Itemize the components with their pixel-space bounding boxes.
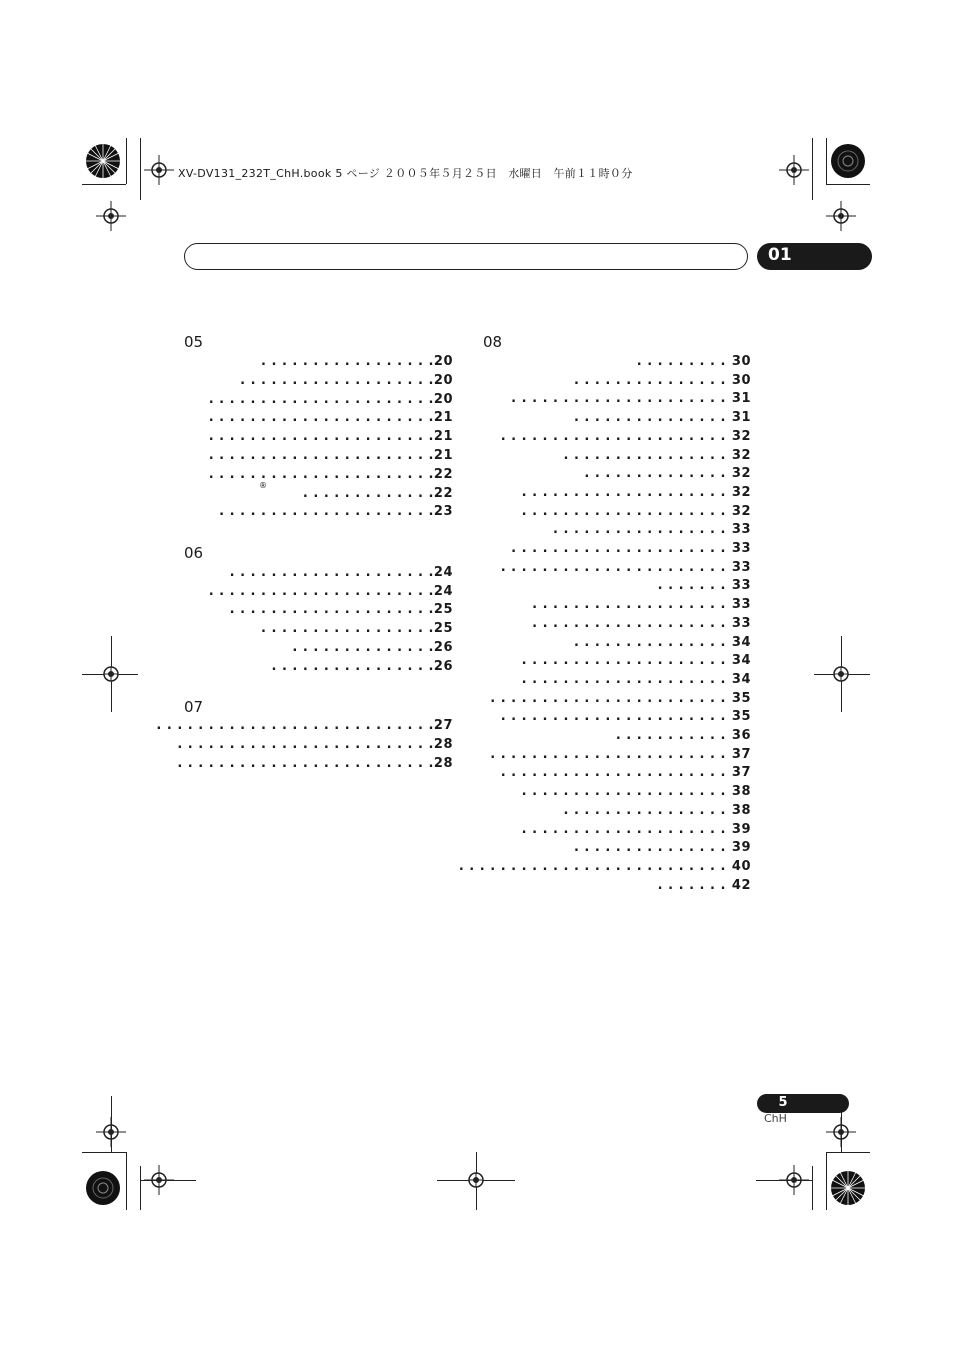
- toc-leader-dots: . . . . . . . . . . . . . .: [292, 639, 434, 655]
- registration-starburst-icon: [830, 1170, 866, 1206]
- toc-page-number: 30: [731, 354, 751, 369]
- toc-entry: [501, 429, 751, 444]
- toc-page-number: 25: [433, 602, 453, 618]
- toc-page-number: 25: [433, 621, 453, 637]
- toc-page-number: 33: [731, 597, 751, 613]
- toc-entry: [156, 718, 453, 733]
- crop-line: [812, 1166, 813, 1210]
- toc-page-number: 23: [433, 504, 453, 520]
- toc-page-number: 35: [731, 690, 751, 706]
- toc-entry: [658, 878, 751, 893]
- toc-entry: [522, 672, 751, 687]
- toc-entry: [209, 429, 453, 444]
- toc-page-number: 20: [433, 354, 453, 369]
- toc-page-number: 33: [731, 522, 751, 538]
- toc-entry: [616, 728, 751, 743]
- toc-page-number: 35: [731, 709, 751, 725]
- toc-page-number: 42: [731, 877, 751, 893]
- toc-entry: [459, 859, 751, 874]
- toc-page-number: 32: [731, 466, 751, 482]
- toc-entry: [177, 737, 453, 752]
- toc-leader-dots: . . . . . . . . . . . . . . .: [573, 840, 726, 856]
- toc-entry: [177, 756, 453, 771]
- toc-page-number: 33: [731, 559, 751, 575]
- toc-entry: [532, 597, 751, 612]
- crosshair-target-icon: [826, 1117, 856, 1147]
- toc-leader-dots: . . . . . . . . . . . . . . . .: [271, 658, 434, 674]
- file-info-header: XV-DV131_232T_ChH.book 5 ページ ２００５年５月２５日 水曜日 午前１１時０分: [178, 167, 633, 180]
- toc-page-number: 31: [731, 391, 751, 407]
- crosshair-target-icon: [144, 1165, 174, 1195]
- section-heading: 07: [184, 698, 204, 716]
- toc-leader-dots: . . . . . . . . . . . . . . . . . . . . . .: [208, 448, 434, 463]
- toc-entry: [522, 653, 751, 668]
- crosshair-target-icon: [826, 201, 856, 231]
- toc-leader-dots: . . . . . . . . . . .: [615, 728, 726, 743]
- toc-page-number: 34: [731, 653, 751, 669]
- toc-entry: [522, 485, 751, 500]
- section-heading: 06: [184, 544, 204, 562]
- page-number: 5: [778, 1095, 788, 1110]
- toc-leader-dots: . . . . . . . . . . . . . . .: [573, 634, 726, 650]
- toc-entry: [240, 373, 453, 388]
- toc-page-number: 28: [433, 737, 453, 752]
- registration-starburst-icon: [85, 1170, 121, 1206]
- toc-entry: [511, 541, 751, 556]
- toc-page-number: 33: [731, 541, 751, 556]
- toc-leader-dots: . . . . . . . . . . . . . . . . . . . . . .: [500, 709, 726, 725]
- toc-page-number: 36: [731, 728, 751, 743]
- toc-leader-dots: . . . . . . . . . . . . . . . . . . . . .: [511, 541, 726, 556]
- toc-page-number: 28: [433, 756, 453, 771]
- toc-page-number: 38: [731, 802, 751, 818]
- toc-page-number: 40: [731, 858, 751, 874]
- toc-entry: [209, 410, 453, 425]
- toc-leader-dots: . . . . . . . . .: [636, 354, 726, 369]
- toc-entry: [490, 747, 751, 762]
- toc-entry: [574, 373, 751, 388]
- registration-starburst-icon: [830, 143, 866, 179]
- toc-entry: [584, 466, 751, 481]
- toc-leader-dots: . . . . . . . . . . . . . . . . . . . .: [521, 653, 726, 669]
- toc-page-number: 38: [731, 784, 751, 800]
- toc-page-number: 32: [731, 428, 751, 444]
- toc-page-number: 30: [731, 372, 751, 388]
- toc-leader-dots: . . . . . . . . . . . . . . . . . . . . . .: [208, 410, 434, 426]
- toc-page-number: 20: [433, 372, 453, 388]
- crop-line: [812, 138, 813, 200]
- toc-entry: [219, 504, 453, 519]
- crop-line: [82, 1152, 126, 1153]
- crop-line: [140, 138, 141, 200]
- toc-page-number: 27: [433, 718, 453, 733]
- toc-leader-dots: . . . . . . . . . . . . . . . . . . . . . . . . .: [177, 756, 434, 771]
- toc-leader-dots: . . . . . . . . . . . . . . . .: [563, 447, 726, 463]
- toc-leader-dots: . . . . . . . . . . . . . . .: [573, 372, 726, 388]
- toc-entry: [292, 640, 453, 655]
- toc-page-number: 26: [433, 658, 453, 674]
- toc-leader-dots: . . . . . . . . . . . . . . . . . . . . .: [511, 391, 726, 407]
- toc-leader-dots: . . . . . . . . . . . . . . . . . . .: [532, 615, 726, 631]
- toc-leader-dots: . . . . . . . . . . . . . . . . . . . .: [521, 784, 726, 800]
- crop-line: [826, 1152, 827, 1210]
- toc-leader-dots: . . . . . . . . . . . . . . . .: [563, 802, 726, 818]
- toc-leader-dots: . . . . . . . . . . . . . . . . .: [553, 522, 726, 538]
- toc-page-number: 32: [731, 503, 751, 519]
- toc-leader-dots: . . . . . . . . . . . . . . . . . . . . . .: [208, 583, 434, 599]
- toc-leader-dots: . . . . . . . . . . . . . . . . . . . .: [521, 484, 726, 500]
- toc-leader-dots: . . . . . . . . . . . . . . . . . . . .: [521, 671, 726, 687]
- crop-line: [140, 1166, 141, 1210]
- language-code: ChH: [764, 1112, 787, 1125]
- toc-entry: [501, 765, 751, 780]
- toc-page-number: 39: [731, 821, 751, 837]
- chapter-badge: [757, 243, 872, 270]
- toc-leader-dots: . . . . . . . . . . . . . . . . . . . . . .: [208, 466, 434, 482]
- toc-leader-dots: . . . . . . . . . . . . . . . . . . . .: [521, 503, 726, 519]
- toc-page-number: 33: [731, 615, 751, 631]
- toc-leader-dots: . . . . . . . . . . . . . . . . . . . . . . . . . .: [458, 858, 726, 874]
- toc-page-number: 32: [731, 484, 751, 500]
- toc-page-number: 24: [433, 583, 453, 599]
- toc-page-number: 37: [731, 765, 751, 781]
- crosshair-target-icon: [779, 1165, 809, 1195]
- crosshair-target-icon: [96, 1117, 126, 1147]
- toc-entry: [209, 392, 453, 407]
- toc-leader-dots: . . . . . . .: [657, 877, 726, 893]
- toc-page-number: 34: [731, 634, 751, 650]
- toc-page-number: 21: [433, 448, 453, 463]
- toc-entry: [574, 840, 751, 855]
- toc-page-number: 33: [731, 578, 751, 594]
- toc-leader-dots: . . . . . . . . . . . . . . . . .: [261, 354, 434, 369]
- toc-leader-dots: . . . . . . . . . . . . . . . . . . . .: [229, 602, 434, 618]
- toc-entry: [564, 803, 752, 818]
- toc-leader-dots: . . . . . . . . . . . . . . . . . . . . . .: [500, 765, 726, 781]
- registration-starburst-icon: [85, 143, 121, 179]
- crop-line: [826, 1152, 870, 1153]
- toc-page-number: 26: [433, 639, 453, 655]
- toc-entry: [501, 709, 751, 724]
- crop-line: [826, 138, 827, 184]
- toc-entry: [522, 504, 751, 519]
- toc-entry: [490, 691, 751, 706]
- toc-leader-dots: . . . . . . . . . . . . . . .: [573, 410, 726, 426]
- page-number-badge: [757, 1094, 849, 1113]
- toc-leader-dots: . . . . . . . . . . . . . . . . . . .: [240, 372, 434, 388]
- toc-leader-dots: . . . . . . . . . . . . . . . . . . . . . . .: [490, 746, 726, 762]
- crosshair-target-icon: [96, 659, 126, 689]
- toc-leader-dots: . . . . . . . . . . . . . . . . . . . .: [521, 821, 726, 837]
- toc-entry: [574, 410, 751, 425]
- crop-line: [826, 184, 870, 185]
- crosshair-target-icon: [461, 1165, 491, 1195]
- toc-entry: [511, 391, 751, 406]
- crop-line: [126, 1152, 127, 1210]
- toc-leader-dots: . . . . . . . . . . . . . . . . . . . .: [229, 565, 434, 580]
- toc-page-number: 24: [433, 565, 453, 580]
- toc-entry: [230, 602, 453, 617]
- toc-entry: [209, 467, 453, 482]
- toc-leader-dots: . . . . . . . . . . . . . . . . .: [261, 621, 434, 637]
- toc-leader-dots: . . . . . . . . . . . . . . . . . . . . . .: [208, 391, 434, 407]
- toc-entry: [637, 354, 751, 369]
- toc-leader-dots: . . . . . . . . . . . . . . . . . . . . . . . . . . .: [156, 718, 434, 733]
- toc-leader-dots: . . . . . . . . . . . . . . . . . . . . . .: [500, 559, 726, 575]
- toc-page-number: 20: [433, 391, 453, 407]
- toc-entry: [658, 578, 751, 593]
- crosshair-target-icon: [779, 155, 809, 185]
- toc-entry: [209, 584, 453, 599]
- toc-entry: [522, 822, 751, 837]
- toc-entry: [574, 635, 751, 650]
- chapter-title-bar: [184, 243, 748, 270]
- section-heading: 08: [483, 333, 503, 351]
- section-heading: 05: [184, 333, 204, 351]
- registered-mark: ®: [259, 481, 267, 490]
- toc-page-number: 37: [731, 746, 751, 762]
- toc-page-number: 34: [731, 671, 751, 687]
- toc-leader-dots: . . . . . . . . . . . . . . . . . . . . . . . . .: [177, 737, 434, 752]
- crop-line: [126, 138, 127, 184]
- toc-page-number: 22: [433, 466, 453, 482]
- toc-leader-dots: . . . . . . . . . . . . . .: [584, 466, 726, 482]
- crosshair-target-icon: [826, 659, 856, 689]
- toc-page-number: 39: [731, 840, 751, 856]
- toc-entry: [209, 448, 453, 463]
- toc-leader-dots: . . . . . . .: [657, 578, 726, 594]
- crosshair-target-icon: [144, 155, 174, 185]
- chapter-number: 01: [768, 245, 792, 265]
- toc-entry: [303, 486, 453, 501]
- toc-entry: [501, 560, 751, 575]
- toc-entry: [553, 522, 751, 537]
- toc-leader-dots: . . . . . . . . . . . . . . . . . . . . . .: [208, 429, 434, 445]
- toc-leader-dots: . . . . . . . . . . . . . . . . . . .: [532, 597, 726, 613]
- toc-page-number: 31: [731, 410, 751, 426]
- toc-entry: [261, 354, 453, 369]
- toc-page-number: 21: [433, 429, 453, 445]
- toc-entry: [272, 659, 454, 674]
- toc-entry: [564, 448, 752, 463]
- crop-line: [82, 184, 126, 185]
- toc-page-number: 32: [731, 447, 751, 463]
- toc-leader-dots: . . . . . . . . . . . . . . . . . . . . .: [219, 504, 434, 520]
- toc-leader-dots: . . . . . . . . . . . . . . . . . . . . . . .: [490, 690, 726, 706]
- toc-entry: [230, 565, 453, 580]
- toc-page-number: 22: [433, 485, 453, 501]
- toc-page-number: 21: [433, 410, 453, 426]
- toc-leader-dots: . . . . . . . . . . . . .: [302, 485, 434, 501]
- toc-entry: [522, 784, 751, 799]
- crosshair-target-icon: [96, 201, 126, 231]
- toc-entry: [532, 616, 751, 631]
- toc-entry: [261, 621, 453, 636]
- toc-leader-dots: . . . . . . . . . . . . . . . . . . . . . .: [500, 428, 726, 444]
